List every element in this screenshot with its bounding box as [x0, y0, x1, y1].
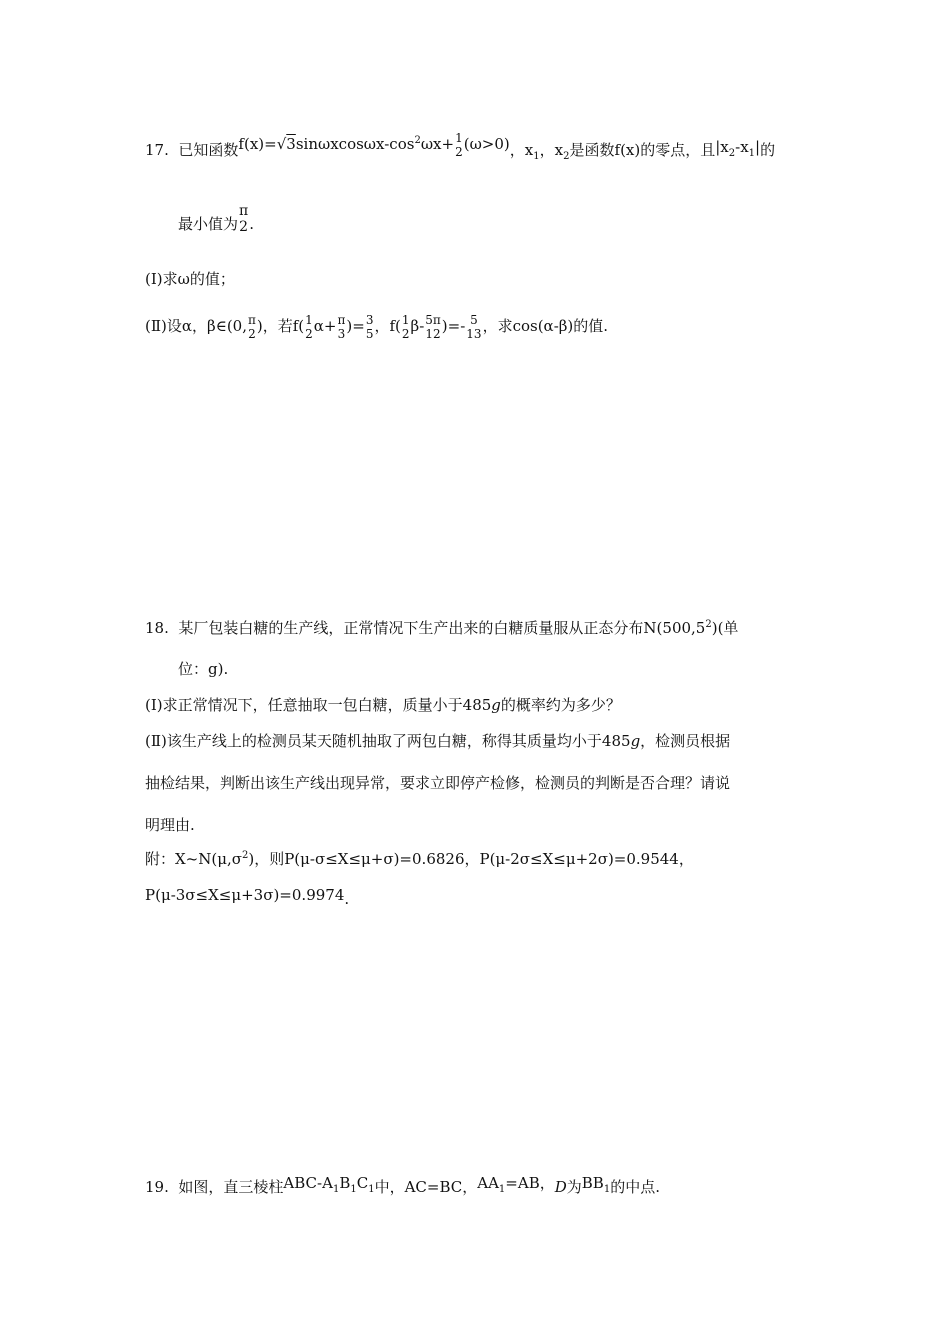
q19-line1: 19. 如图，直三棱柱ABC-$A_1B_1C_1$中，AC=BC，$AA_1=AB$，D为$BB_1$的中点.: [145, 1174, 660, 1196]
q18-normal: N(500,5$^2$)(单: [643, 619, 739, 637]
q17-part1: [145, 272, 235, 287]
q17-part2-label: (Ⅱ): [145, 317, 167, 336]
q17-formula: $f(x)=√3\sin\omega xcos\omega x-\cos^2\omega x+$ 1 2 (ω>0): [238, 131, 510, 159]
q17-line2: 最小值为 π 2 .: [178, 203, 254, 235]
q18-line2: 位：g).: [178, 660, 229, 678]
q17-part1-text: 求ω的值；: [162, 270, 235, 288]
q17-pi-half: π 2: [239, 203, 249, 235]
q18-part2-line2: 抽检结果，判断出该生产线出现异常，要求立即停产检修，检测员的判断是否合理？请说: [145, 774, 731, 792]
q18-part1: (Ⅰ)求正常情况下，任意抽取一包白糖，质量小于485g的概率约为多少？: [145, 696, 621, 714]
q17-x2: $x_2$: [554, 141, 570, 163]
q19-number: 19.: [145, 1178, 169, 1196]
q17-part1-label: (Ⅰ): [145, 270, 163, 288]
q19-bb1: $BB_1$: [581, 1174, 611, 1195]
q18-note: 附：$X\sim N(\mu,\sigma^2)$，则P(μ-σ≤X≤μ+σ)=0.6826，P(μ-2σ≤X≤μ+2σ)=0.9544，: [145, 850, 694, 868]
q18-part1-label: (Ⅰ): [145, 696, 163, 714]
q17-intro: 已知函数: [178, 141, 239, 160]
q18-part2-line3: 明理由.: [145, 816, 195, 834]
q18-number: 18.: [145, 619, 169, 637]
q17-x1: $x_1$: [524, 141, 540, 163]
q17-number: 17.: [145, 141, 169, 160]
q17-abs: $|x_2-x_1|$: [715, 138, 761, 160]
q17-part2: (Ⅱ)设α，β∈(0, π 2 )，若f( 1 2 α+ π 3 )= 3 5 ，f( 1 2 β- 5π 12 )=- 5 13 ，求cos(α-β)的值.: [145, 313, 609, 341]
q17-line1: 17. 已知函数$f(x)=√3\sin\omega xcos\omega x-\cos^2\omega x+$ 1 2 (ω>0)，$x_1$，$x_2$是函数f(x)的零点，且$|x_2-x_1|$的: [145, 131, 776, 163]
q18-line1: 18. 某厂包装白糖的生产线，正常情况下生产出来的白糖质量服从正态分布N(500,5$^2$)(单: [145, 619, 739, 637]
q18-note-line2: P(μ-3σ≤X≤μ+3σ)=0.9974.: [145, 886, 350, 908]
q18-part2-label: (Ⅱ): [145, 732, 167, 750]
q19-aa1: $AA_1=AB$，: [477, 1174, 555, 1195]
q18-part2: (Ⅱ)该生产线上的检测员某天随机抽取了两包白糖，称得其质量均小于485g，检测员根据: [145, 732, 731, 750]
q19-prism: ABC-$A_1B_1C_1$: [283, 1174, 375, 1195]
